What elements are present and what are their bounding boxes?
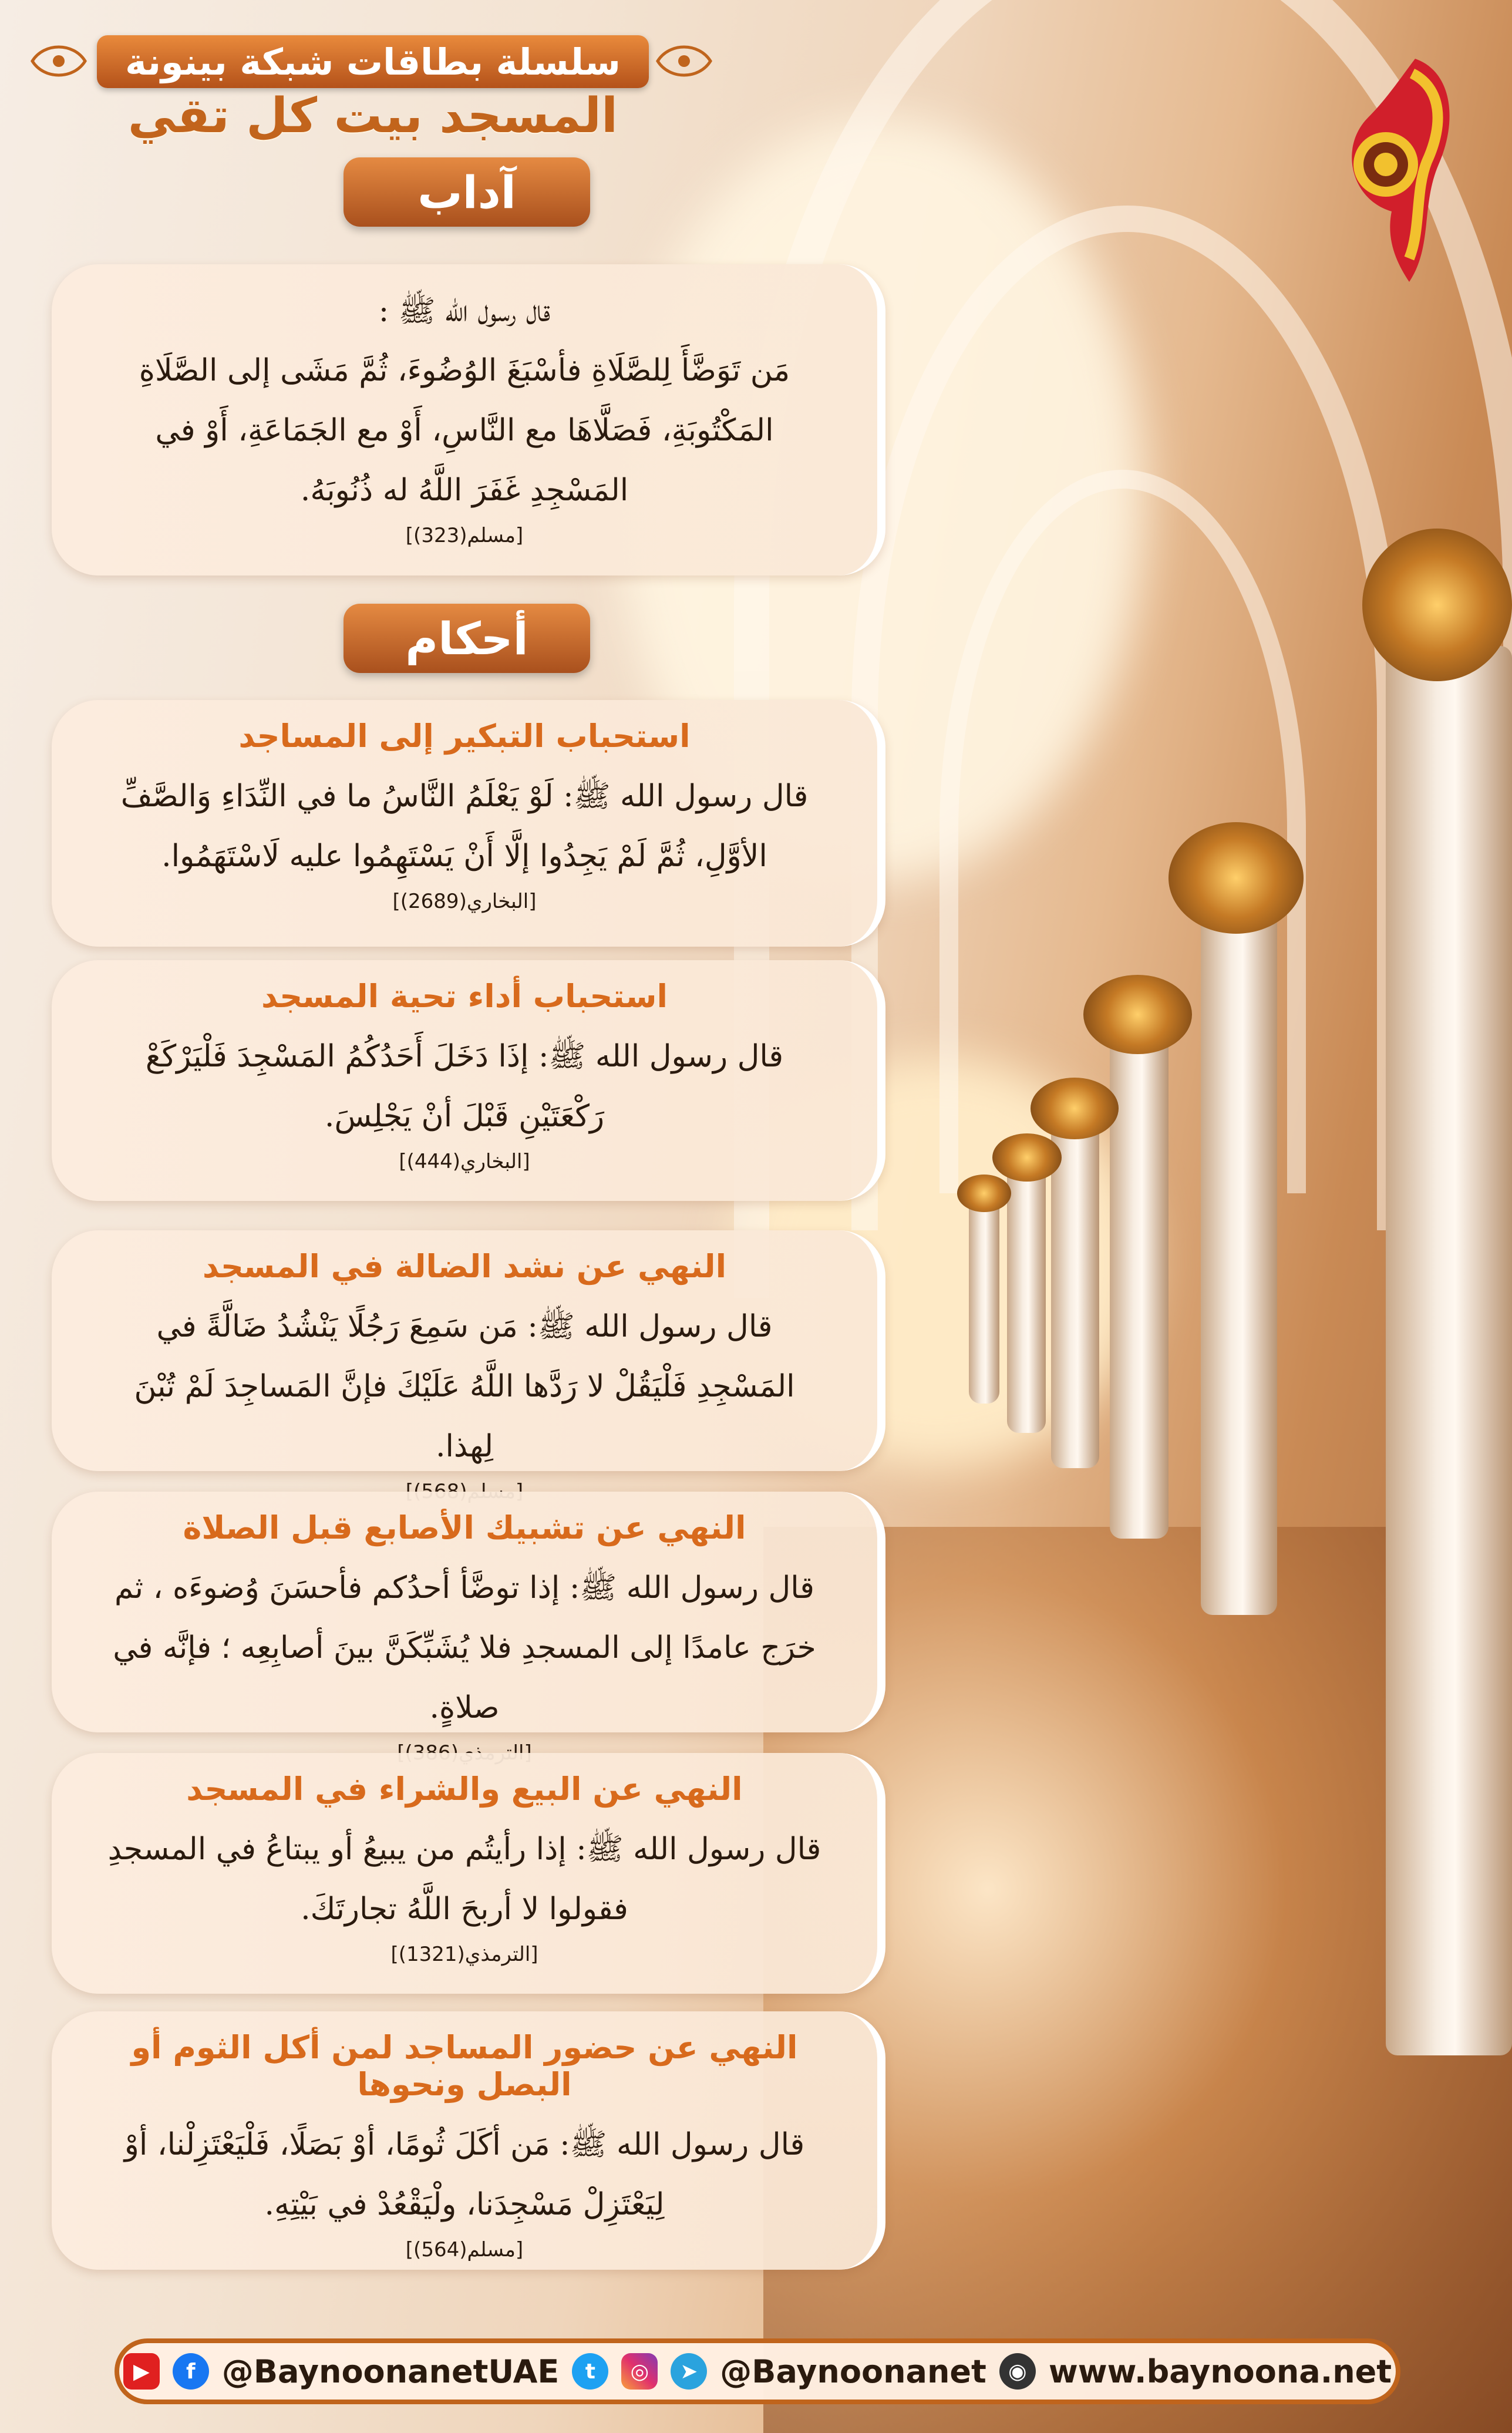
card-text: قال رسول الله ﷺ: إذا توضَّأ أحدُكم فأحسَنَ وُضوءَه ، ثم خرَج عامدًا إلى المسجدِ فلا يُشَبِّكَنَّ بينَ أصابِعِه ؛ فإنَّه في صلاةٍ. bbox=[113, 1570, 816, 1725]
card-heading: النهي عن نشد الضالة في المسجد bbox=[202, 1248, 727, 1285]
ahkam-card-4 bbox=[52, 1492, 885, 1732]
card-text: قال رسول الله ﷺ: مَن أكَلَ ثُومًا، أوْ بَصَلًا، فَلْيَعْتَزِلْنا، أوْ لِيَعْتَزِلْ مَسْجِدَنا، ولْيَقْعُدْ في بَيْتِهِ. bbox=[124, 2127, 805, 2222]
handle-main[interactable]: @Baynoonanet bbox=[720, 2353, 986, 2390]
handle-uae[interactable]: @BaynoonanetUAE bbox=[221, 2353, 560, 2390]
card-heading: النهي عن البيع والشراء في المسجد bbox=[186, 1771, 743, 1808]
card-source: [البخاري(444)] bbox=[399, 1150, 530, 1173]
card-heading: استحباب التبكير إلى المساجد bbox=[238, 718, 691, 755]
page-subtitle: المسجد بيت كل تقي bbox=[127, 88, 618, 144]
series-title: سلسلة بطاقات شبكة بينونة bbox=[125, 40, 621, 83]
ahkam-card-6 bbox=[52, 2011, 885, 2270]
ornament-left-icon bbox=[26, 42, 91, 80]
section-tag-adab bbox=[344, 157, 590, 227]
card-text: مَن تَوَضَّأَ لِلصَّلَاةِ فأسْبَغَ الوُضُوءَ، ثُمَّ مَشَى إلى الصَّلَاةِ المَكْتُوبَةِ، فَصَلَّاهَا مع النَّاسِ، أَوْ مع الجَمَاعَةِ، أَوْ في المَسْجِدِ غَفَرَ اللَّهُ له ذُنُوبَهُ. bbox=[139, 353, 790, 508]
card-heading: استحباب أداء تحية المسجد bbox=[261, 978, 668, 1015]
card-heading: النهي عن حضور المساجد لمن أكل الثوم أو البصل ونحوها bbox=[131, 2029, 798, 2103]
section-tag-ahkam bbox=[344, 604, 590, 673]
ahkam-card-1 bbox=[52, 700, 885, 947]
card-text: قال رسول الله ﷺ: لَوْ يَعْلَمُ النَّاسُ ما في النِّدَاءِ وَالصَّفِّ الأوَّلِ، ثُمَّ لَمْ يَجِدُوا إلَّا أَنْ يَسْتَهِمُوا عليه لَاسْتَهَمُوا. bbox=[120, 779, 809, 874]
ornament-right-icon bbox=[652, 42, 716, 80]
card-text: قال رسول الله ﷺ: إذا رأيتُم من يبيعُ أو يبتاعُ في المسجدِ فقولوا لا أربحَ اللَّهُ تجارتَكَ. bbox=[107, 1832, 821, 1927]
web-icon[interactable]: ◉ bbox=[999, 2353, 1036, 2390]
baynoona-logo bbox=[1327, 47, 1462, 294]
card-text: قال رسول الله ﷺ: إذَا دَخَلَ أَحَدُكُمُ المَسْجِدَ فَلْيَرْكَعْ رَكْعَتَيْنِ قَبْلَ أنْ يَجْلِسَ. bbox=[145, 1039, 784, 1134]
card-heading: النهي عن تشبيك الأصابع قبل الصلاة bbox=[183, 1509, 746, 1546]
twitter-icon[interactable]: t bbox=[572, 2353, 608, 2390]
ahkam-card-3 bbox=[52, 1230, 885, 1471]
adab-card bbox=[52, 264, 885, 576]
youtube-icon[interactable]: ▶ bbox=[123, 2353, 160, 2390]
card-source: [مسلم(323)] bbox=[405, 524, 524, 547]
section-label-ahkam: أحكام bbox=[405, 612, 528, 665]
card-source: [مسلم(564)] bbox=[405, 2238, 524, 2262]
card-source: [البخاري(2689)] bbox=[392, 890, 537, 913]
footer-social-bar bbox=[115, 2338, 1400, 2404]
card-intro: قال رسول الله ﷺ : bbox=[378, 294, 551, 329]
instagram-icon[interactable]: ◎ bbox=[621, 2353, 658, 2390]
card-text: قال رسول الله ﷺ: مَن سَمِعَ رَجُلًا يَنْشُدُ ضَالَّةً في المَسْجِدِ فَلْيَقُلْ لا رَدَّها اللَّهُ عَلَيْكَ فإنَّ المَساجِدَ لَمْ تُبْنَ لِهذا. bbox=[134, 1309, 795, 1464]
ahkam-card-2 bbox=[52, 960, 885, 1201]
website-link[interactable]: www.baynoona.net bbox=[1048, 2353, 1392, 2390]
telegram-icon[interactable]: ➤ bbox=[671, 2353, 707, 2390]
ahkam-card-5 bbox=[52, 1753, 885, 1994]
series-title-bar bbox=[97, 35, 649, 88]
card-source: [الترمذي(1321)] bbox=[390, 1943, 538, 1966]
section-label-adab: آداب bbox=[417, 166, 516, 218]
facebook-icon[interactable]: f bbox=[173, 2353, 209, 2390]
